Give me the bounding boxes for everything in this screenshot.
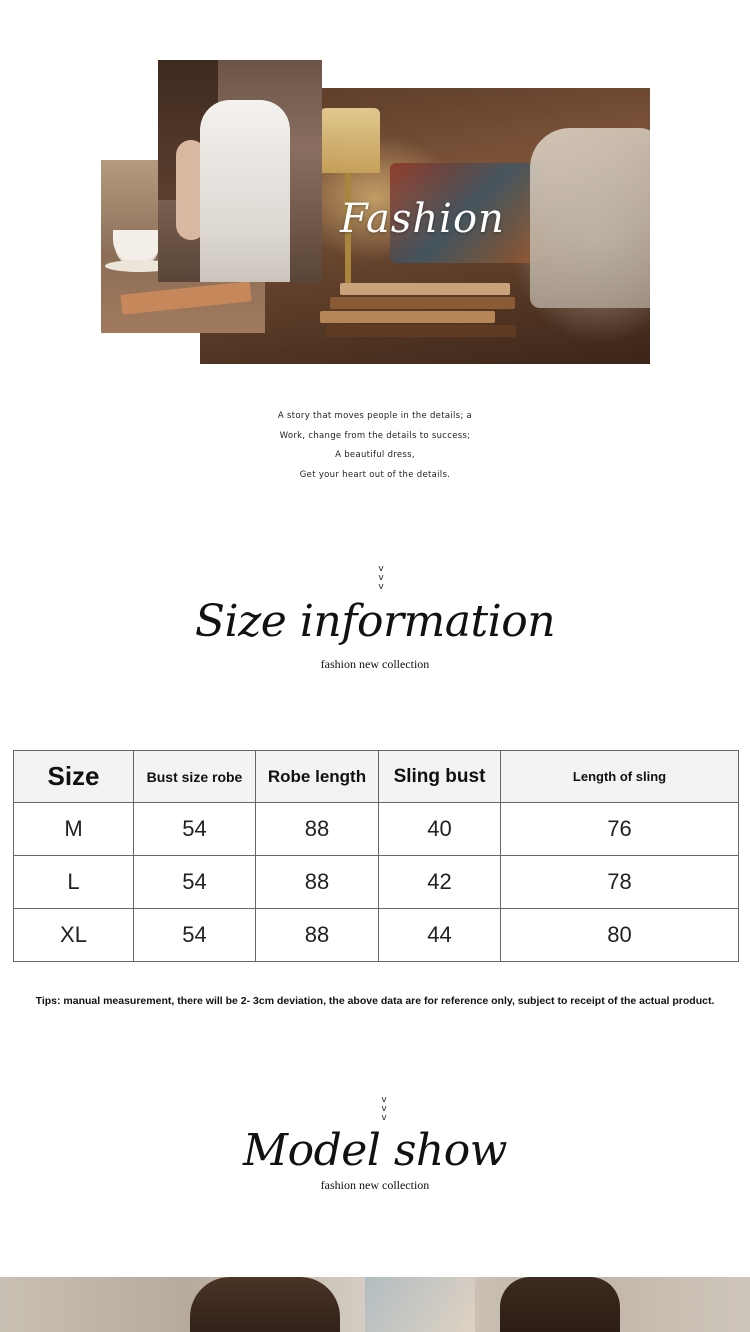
cell-size: XL	[14, 909, 134, 962]
story-line: Get your heart out of the details.	[299, 469, 451, 480]
cell-length-of-sling: 78	[501, 856, 739, 909]
table-row	[14, 909, 739, 962]
cell-bust-size-robe: 54	[134, 803, 256, 856]
cell-size: M	[14, 803, 134, 856]
cell-length-of-sling: 76	[501, 803, 739, 856]
story-line: A story that moves people in the details; a	[277, 411, 473, 421]
white-slip-dress	[200, 100, 290, 282]
cell-length-of-sling: 80	[501, 909, 739, 962]
table-row	[14, 803, 739, 856]
size-section-title: Size information	[194, 596, 556, 647]
fashion-overlay-text: Fashion	[340, 196, 505, 242]
size-section-subtitle: fashion new collection	[320, 657, 430, 671]
teacup	[113, 230, 161, 262]
header-bust-size-robe: Bust size robe	[134, 751, 256, 803]
cell-sling-bust: 42	[379, 856, 501, 909]
model-show-photo	[0, 1277, 750, 1332]
model-section-subtitle: fashion new collection	[320, 1178, 430, 1192]
table-header-row	[14, 751, 739, 803]
table-row	[14, 856, 739, 909]
size-table	[13, 750, 739, 962]
story-text	[0, 407, 750, 485]
lamp-decor	[320, 108, 380, 173]
cell-robe-length: 88	[256, 803, 379, 856]
measurement-tips: Tips: manual measurement, there will be 2- 3cm deviation, the above data are for reference only, subject to receipt of the actual product.	[35, 995, 715, 1007]
cell-robe-length: 88	[256, 856, 379, 909]
cell-bust-size-robe: 54	[134, 856, 256, 909]
cell-robe-length: 88	[256, 909, 379, 962]
book-stack	[320, 283, 520, 343]
story-line: A beautiful dress,	[335, 450, 415, 460]
chevron-down-icon: v v v	[381, 1095, 387, 1123]
header-size: Size	[14, 751, 134, 803]
header-robe-length: Robe length	[256, 751, 379, 803]
cell-size: L	[14, 856, 134, 909]
header-sling-bust: Sling bust	[379, 751, 501, 803]
model-dress-photo	[158, 60, 322, 282]
cell-bust-size-robe: 54	[134, 909, 256, 962]
cell-sling-bust: 44	[379, 909, 501, 962]
chevron-down-icon: v v v	[378, 564, 384, 592]
story-line: Work, change from the details to success;	[279, 430, 471, 441]
cell-sling-bust: 40	[379, 803, 501, 856]
header-length-of-sling: Length of sling	[501, 751, 739, 803]
model-section-title: Model show	[243, 1125, 507, 1176]
armchair-decor	[530, 128, 650, 308]
